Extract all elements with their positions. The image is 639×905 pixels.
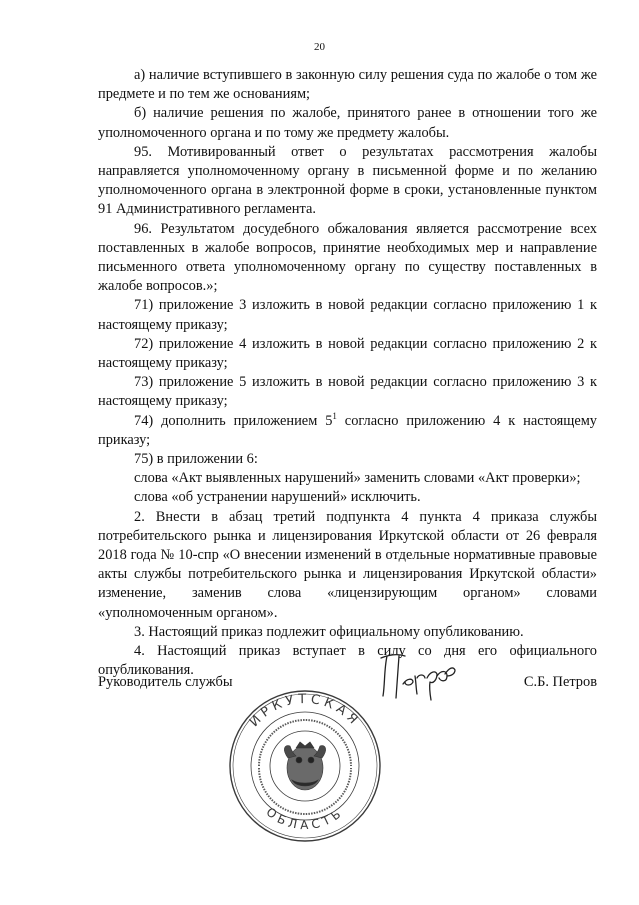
paragraph: 96. Результатом досудебного обжалования является рассмотрение всех поставленных в жалобе вопросов, принятие необходимых мер и направление письменного ответа уполномоченному органу по существу поставленных в жалобе вопросов.»; bbox=[98, 220, 597, 295]
item74-before: 74) дополнить приложением 5 bbox=[134, 412, 333, 429]
paragraph: 72) приложение 4 изложить в новой редакции согласно приложению 2 к настоящему приказу; bbox=[98, 335, 597, 372]
svg-text:ОБЛАСТЬ bbox=[264, 805, 347, 832]
official-seal bbox=[226, 688, 384, 844]
paragraph: 71) приложение 3 изложить в новой редакции согласно приложению 1 к настоящему приказу; bbox=[98, 297, 597, 333]
paragraph: 95. Мотивированный ответ о результатах рассмотрения жалобы направляется уполномоченному органу в письменной форме и по желанию уполномоченного органа в электронной форме в сроки, установленные пунктом 91 Административного регламента. bbox=[98, 143, 597, 218]
item74-superscript: 1 bbox=[332, 410, 337, 421]
paragraph: 3. Настоящий приказ подлежит официальному опубликованию. bbox=[134, 623, 524, 640]
item74-after: согласно приложению 4 к настоящему приказу; bbox=[98, 412, 598, 448]
svg-text:ИРКУТСКАЯ bbox=[247, 692, 363, 730]
seal-bottom-text: ОБЛАСТЬ bbox=[263, 804, 347, 833]
paragraph: 2. Внести в абзац третий подпункта 4 пункта 4 приказа службы потребительского рынка и лицензирования Иркутской области от 26 февраля 2018 года № 10-спр «О внесении изменений в отдельные нормативные правовые акты службы потребительского рынка и лицензирования Иркутской области» изменение, заменив слова «лицензирующим органом» словами «уполномоченным органом». bbox=[98, 508, 597, 621]
document-body bbox=[98, 66, 597, 681]
page-number: 20 bbox=[314, 41, 325, 53]
seal-top-text: ИРКУТСКАЯ bbox=[246, 691, 364, 731]
signatory-position: Руководитель службы bbox=[98, 674, 233, 690]
paragraph: слова «Акт выявленных нарушений» заменить словами «Акт проверки»; bbox=[134, 470, 581, 487]
paragraph: 75) в приложении 6: bbox=[134, 451, 258, 468]
paragraph: 73) приложение 5 изложить в новой редакции согласно приложению 3 к настоящему приказу; bbox=[98, 374, 597, 410]
handwritten-signature bbox=[375, 648, 465, 708]
paragraph: слова «об устранении нарушений» исключить. bbox=[134, 489, 421, 506]
paragraph: а) наличие вступившего в законную силу решения суда по жалобе о том же предмете и по тем же основаниям; bbox=[98, 67, 597, 103]
signatory-name: С.Б. Петров bbox=[523, 674, 597, 690]
paragraph: б) наличие решения по жалобе, принятого ранее в отношении того же уполномоченного органа и по тому же предмету жалобы. bbox=[98, 105, 597, 141]
paragraph-item-74 bbox=[98, 412, 597, 450]
paragraph: 4. Настоящий приказ вступает в силу со дня его официального опубликования. bbox=[98, 643, 597, 679]
